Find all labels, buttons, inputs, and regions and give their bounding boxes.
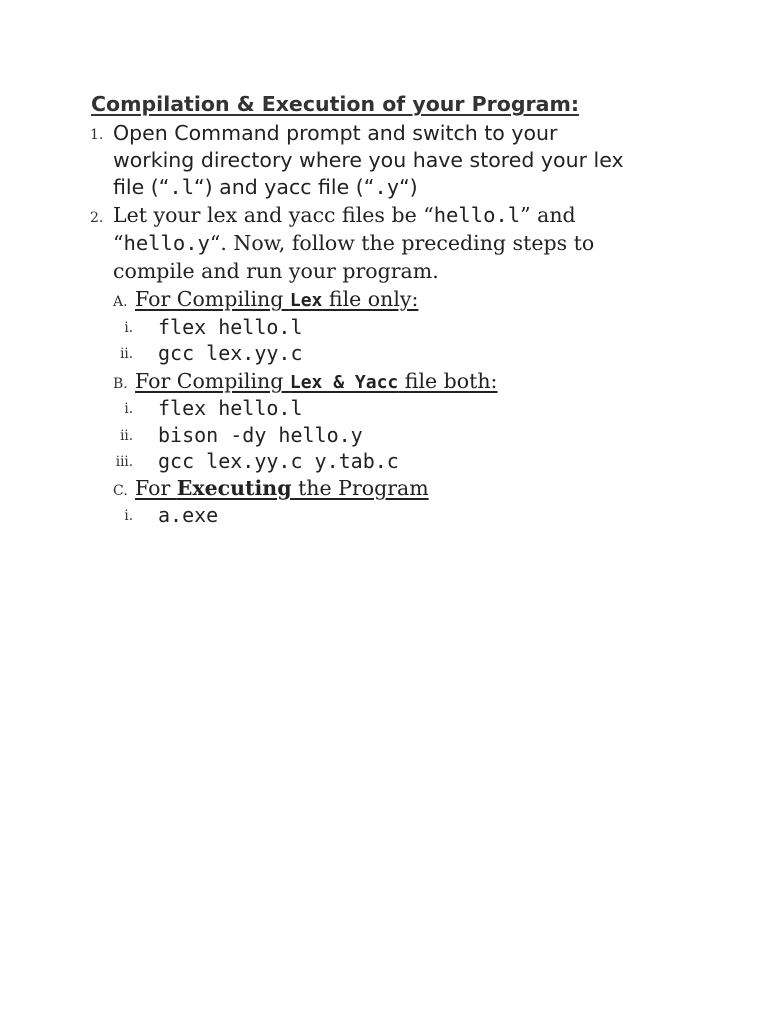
section-a-heading xyxy=(135,287,418,311)
step-2-number: 2. xyxy=(90,210,104,226)
section-b-letter: B. xyxy=(113,376,128,392)
section-c-letter: C. xyxy=(113,483,128,499)
section-b-cmd-3-numeral: iii. xyxy=(115,454,133,470)
step-1-text: file (“ xyxy=(113,175,170,199)
section-a-heading-code: Lex xyxy=(289,290,323,311)
yacc-filename-code: hello.y xyxy=(123,231,210,255)
section-a-heading-text: For Compiling xyxy=(135,287,290,311)
section-c-cmd-1-numeral: i. xyxy=(124,508,133,524)
step-2-text: “. Now, follow the preceding steps to xyxy=(209,231,595,255)
section-b-cmd-2-numeral: ii. xyxy=(120,428,133,444)
yacc-extension-code: .y xyxy=(374,175,400,199)
step-2-text: Let your lex and yacc files be “ xyxy=(113,203,434,227)
lex-extension-code: .l xyxy=(169,175,195,199)
section-c-heading-bold: Executing xyxy=(176,476,292,500)
section-b-cmd-2: bison -dy hello.y xyxy=(158,423,363,447)
page-title: Compilation & Execution of your Program: xyxy=(91,92,580,116)
section-b-heading xyxy=(135,369,497,393)
step-1-text: “) xyxy=(399,175,418,199)
step-1-line-2: working directory where you have stored your lex xyxy=(113,148,624,172)
section-a-cmd-2-numeral: ii. xyxy=(120,346,133,362)
section-a-cmd-2: gcc lex.yy.c xyxy=(158,341,303,365)
section-c-heading-text: For xyxy=(135,476,177,500)
section-b-cmd-1: flex hello.l xyxy=(158,396,303,420)
section-b-cmd-3: gcc lex.yy.c y.tab.c xyxy=(158,449,399,473)
section-a-cmd-1-numeral: i. xyxy=(124,320,133,336)
section-b-heading-text: For Compiling xyxy=(135,369,290,393)
section-b-heading-code: Lex & Yacc xyxy=(289,372,399,393)
step-2-line-3: compile and run your program. xyxy=(113,259,439,283)
section-a-letter: A. xyxy=(113,294,128,310)
section-a-heading-text: file only: xyxy=(322,287,419,311)
step-1-number: 1. xyxy=(90,127,104,143)
section-a-cmd-1: flex hello.l xyxy=(158,315,303,339)
section-c-heading xyxy=(135,476,429,500)
lex-filename-code: hello.l xyxy=(433,203,521,227)
step-2-text: “ xyxy=(113,231,124,255)
step-2-line-1 xyxy=(113,203,576,227)
step-1-line-3 xyxy=(113,175,418,199)
section-c-heading-text: the Program xyxy=(291,476,429,500)
section-c-cmd-1: a.exe xyxy=(158,503,219,527)
step-2-line-2 xyxy=(113,231,594,255)
step-1-line-1: Open Command prompt and switch to your xyxy=(113,121,558,145)
step-2-text: ” and xyxy=(520,203,576,227)
step-1-text: “) and yacc file (“ xyxy=(194,175,375,199)
section-b-cmd-1-numeral: i. xyxy=(124,401,133,417)
section-b-heading-text: file both: xyxy=(398,369,498,393)
